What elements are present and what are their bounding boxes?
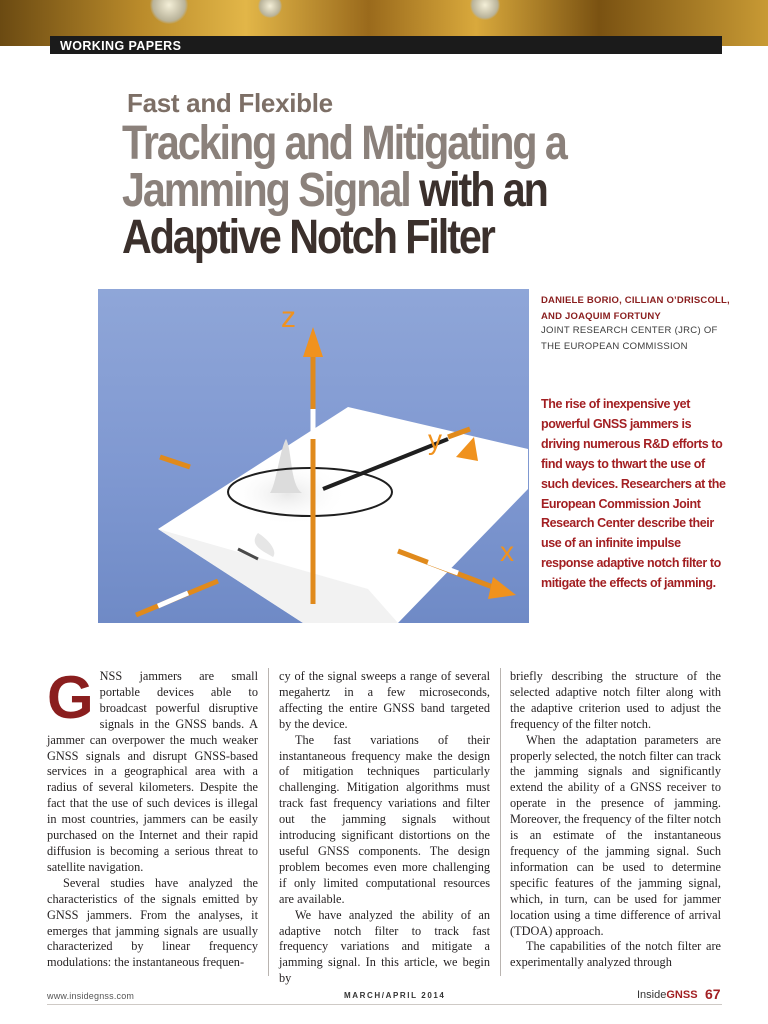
authors-line-1: DANIELE BORIO, CILLIAN O’DRISCOLL, (541, 295, 730, 306)
footer-rule (47, 1004, 722, 1005)
byline-affiliation (541, 323, 731, 355)
x-axis-label: x (500, 536, 514, 567)
body-column-1 (47, 664, 258, 971)
authors-line-2: AND JOAQUIM FORTUNY (541, 311, 661, 322)
paragraph: briefly describing the structure of the selected adaptive notch filter along with the adaptive criterion used to adjust the frequency of the filter notch. (510, 669, 721, 731)
headline-grey-part: Tracking and Mitigating a Jamming Signal (122, 117, 566, 217)
body-column-3 (510, 669, 721, 971)
x-axis-arrow (488, 577, 516, 599)
paragraph: We have analyzed the ability of an adaptive notch filter to track fast frequency variations and mitigate a jamming signal. In this article, we begin by (279, 907, 490, 986)
affiliation-line-1: JOINT RESEARCH CENTER (JRC) OF (541, 325, 718, 336)
headline-dark-part: with an Adaptive Notch Filter (122, 164, 547, 264)
brand-inside: Inside (637, 989, 667, 1001)
drop-cap: G (47, 664, 94, 731)
section-label: WORKING PAPERS (60, 39, 182, 53)
neg-y-axis (160, 457, 190, 467)
page-number: 67 (705, 986, 721, 1002)
article-headline (122, 117, 638, 264)
paragraph: When the adaptation parameters are properly selected, the notch filter can track the jamming signals and significantly extend the ability of a GNSS receiver to operate in the presence of jamming. Moreover, the frequency of the filter notch is an estimate of the instantaneous frequency of the jamming signal. Such information can be used to determine specific features of the jamming signal, which, in turn, can be used for jammer location using a time difference of arrival (TDOA) approach. (510, 732, 721, 938)
footer-issue-date: MARCH/APRIL 2014 (344, 991, 446, 1000)
byline-authors (541, 293, 731, 325)
paragraph: Several studies have analyzed the characteristics of the signals emitted by GNSS jammers. From the analyses, it emerges that jamming signals are usually characterized by linear frequency modulations: the instantaneous frequen- (47, 875, 258, 970)
paragraph: The fast variations of their instantaneous frequency make the design of mitigation techniques particularly challenging. Mitigation algorithms must track fast frequency variations and filter out the jamming signals without introducing significant distortions on the useful GNSS components. The design problem becomes even more challenging if only limited computational resources are available. (279, 732, 490, 906)
article-kicker: Fast and Flexible (127, 88, 333, 118)
z-axis-label: z (281, 301, 296, 334)
notch-surface-illustration (98, 289, 529, 623)
affiliation-line-2: THE EUROPEAN COMMISSION (541, 341, 688, 352)
body-column-2 (279, 669, 490, 987)
column-rule (500, 668, 501, 976)
paragraph: The capabilities of the notch filter are experimentally analyzed through (510, 939, 721, 970)
y-axis-label: y (428, 424, 442, 455)
footer-url[interactable]: www.insidegnss.com (47, 991, 135, 1001)
jamming-3d-figure (98, 289, 529, 623)
article-deck: The rise of inexpensive yet powerful GNSS jammers is driving numerous R&D efforts to find ways to thwart the use of such devices. Researchers at the European Commission Joint Research Center describe their use of an infinite impulse response adaptive notch filter to mitigate the effects of jamming. (541, 397, 726, 591)
footer-brand-logo (637, 989, 698, 1001)
paragraph-text: NSS jammers are small portable devices able to broadcast powerful disruptive signals in the GNSS bands. A jammer can overpower the much weaker GNSS signals and disrupt GNSS-based services in a geographical area with a radius of several kilometers. Despite the fact that the use of such devices is illegal in most countries, jammers can be easily purchased on the Internet and their rapid diffusion is becoming a serious threat to satellite navigation. (47, 669, 258, 874)
paragraph: cy of the signal sweeps a range of several megahertz in a few microseconds, affecting the entire GNSS band targeted by the device. (279, 669, 490, 731)
paragraph (47, 664, 258, 876)
z-axis-arrow (303, 327, 323, 357)
brand-gnss: GNSS (666, 989, 698, 1001)
column-rule (268, 668, 269, 976)
